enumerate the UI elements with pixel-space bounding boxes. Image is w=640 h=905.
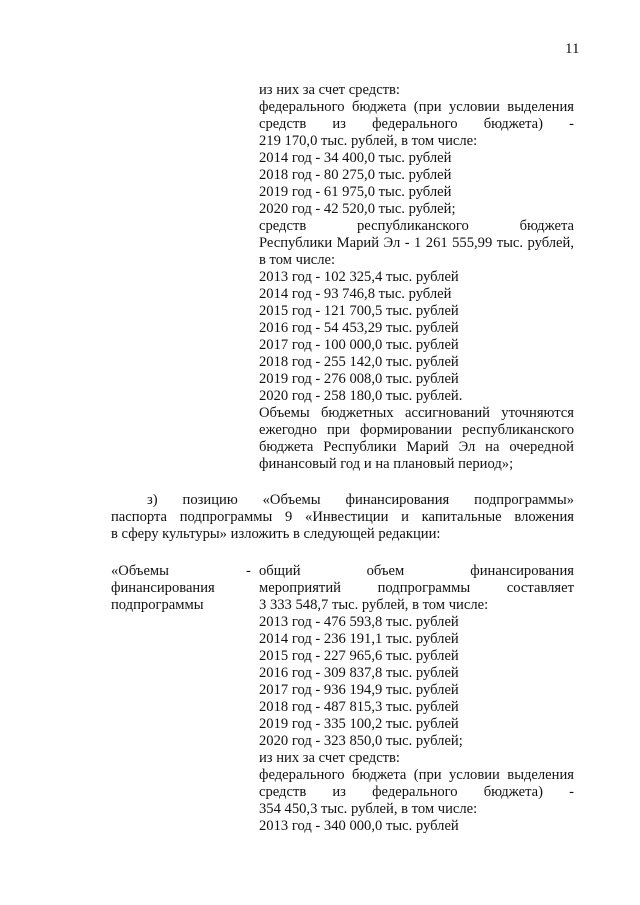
text-line: 2019 год - 335 100,2 тыс. рублей [259, 716, 459, 732]
text-line: 354 450,3 тыс. рублей, в том числе: [259, 801, 478, 817]
text-line: 2019 год - 276 008,0 тыс. рублей [259, 371, 459, 387]
text-line: 2019 год - 61 975,0 тыс. рублей [259, 184, 452, 200]
text-line: 2016 год - 54 453,29 тыс. рублей [259, 320, 459, 336]
text-line: финансирования [111, 580, 215, 596]
page-number: 11 [565, 41, 580, 57]
text-line: 2013 год - 476 593,8 тыс. рублей [259, 614, 459, 630]
text-line: Республики Марий Эл - 1 261 555,99 тыс. рублей, [259, 235, 574, 251]
text-line: «Объемы [111, 563, 169, 579]
funding-position-label [111, 563, 251, 614]
funding-block-new [259, 563, 574, 835]
text-line: из них за счет средств: [259, 750, 400, 766]
text-line: из них за счет средств: [259, 82, 400, 98]
text-line: 2017 год - 100 000,0 тыс. рублей [259, 337, 459, 353]
text-line: 2014 год - 236 191,1 тыс. рублей [259, 631, 459, 647]
label-dash: - [246, 563, 251, 579]
text-line: бюджета Республики Марий Эл на очередной [259, 439, 574, 455]
text-line: средств республиканского бюджета [259, 218, 574, 234]
text-line: 2014 год - 34 400,0 тыс. рублей [259, 150, 452, 166]
text-line: 2013 год - 340 000,0 тыс. рублей [259, 818, 459, 834]
text-line: федерального бюджета (при условии выделения [259, 99, 574, 115]
text-line: средств из федерального бюджета) - [259, 116, 574, 132]
text-line: 2020 год - 258 180,0 тыс. рублей. [259, 388, 463, 404]
text-line: подпрограммы [111, 597, 204, 613]
text-line: 3 333 548,7 тыс. рублей, в том числе: [259, 597, 489, 613]
text-line: 2020 год - 323 850,0 тыс. рублей; [259, 733, 463, 749]
funding-block-continued [259, 82, 574, 473]
text-line: 2018 год - 255 142,0 тыс. рублей [259, 354, 459, 370]
text-line: паспорта подпрограммы 9 «Инвестиции и капитальные вложения [111, 509, 574, 525]
text-line: общий объем финансирования [259, 563, 574, 579]
text-line: Объемы бюджетных ассигнований уточняются [259, 405, 574, 421]
text-line: 2017 год - 936 194,9 тыс. рублей [259, 682, 459, 698]
text-line: з) позицию «Объемы финансирования подпрограммы» [147, 492, 574, 508]
text-line: финансовый год и на плановый период»; [259, 456, 514, 472]
text-line: 2014 год - 93 746,8 тыс. рублей [259, 286, 452, 302]
text-line: 219 170,0 тыс. рублей, в том числе: [259, 133, 478, 149]
text-line: 2016 год - 309 837,8 тыс. рублей [259, 665, 459, 681]
text-line: федерального бюджета (при условии выделения [259, 767, 574, 783]
text-line: 2020 год - 42 520,0 тыс. рублей; [259, 201, 456, 217]
text-line: мероприятий подпрограммы составляет [259, 580, 574, 596]
text-line: 2018 год - 80 275,0 тыс. рублей [259, 167, 452, 183]
text-line: 2018 год - 487 815,3 тыс. рублей [259, 699, 459, 715]
amendment-paragraph [111, 492, 574, 543]
text-line: 2015 год - 121 700,5 тыс. рублей [259, 303, 459, 319]
text-line: ежегодно при формировании республиканского [259, 422, 574, 438]
text-line: средств из федерального бюджета) - [259, 784, 574, 800]
text-line: в сферу культуры» изложить в следующей редакции: [111, 526, 441, 542]
text-line: 2015 год - 227 965,6 тыс. рублей [259, 648, 459, 664]
text-line: 2013 год - 102 325,4 тыс. рублей [259, 269, 459, 285]
text-line: в том числе: [259, 252, 336, 268]
